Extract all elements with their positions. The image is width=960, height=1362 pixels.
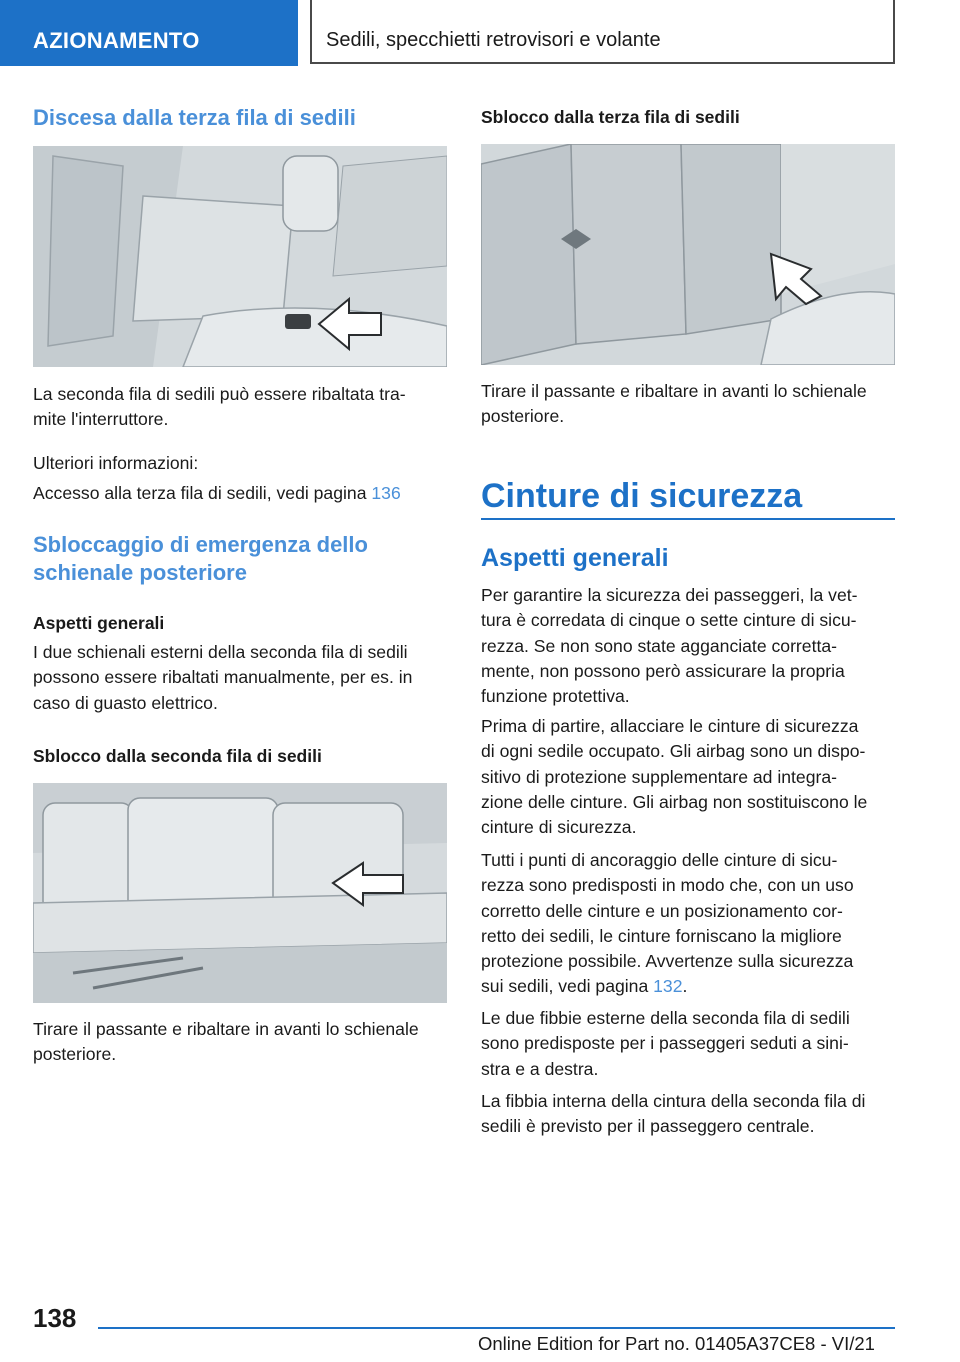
third-row-seat-illustration	[481, 144, 895, 365]
paragraph-belts-5: La fibbia interna della cintura della seconda fila di sedili è previsto per il passeggero centrale.	[481, 1091, 866, 1137]
seat-switch-illustration	[33, 146, 447, 367]
page-link-132[interactable]: 132	[653, 976, 683, 997]
paragraph-belts-2: Prima di partire, allacciare le cinture di sicurezza di ogni sedile occupato. Gli airbag sono un dispo- sitivo di protezione supplementare ad integra- zione delle cinture. Gli airbag non sostituiscono le cinture di sicurezza.	[481, 716, 868, 838]
paragraph-second-row: Tirare il passante e ribaltare in avanti lo schienale posteriore.	[33, 1019, 419, 1065]
figure-third-row	[481, 144, 895, 365]
heading-emergency-release: Sbloccaggio di emergenza dello schienale posteriore	[33, 532, 368, 585]
heading-seat-belts: Cinture di sicurezza	[481, 477, 803, 515]
paragraph-belts-1: Per garantire la sicurezza dei passeggeri, la vet- tura è corredata di cinque o sette cinture di sicu- rezza. Se non sono state agganciate corretta- mente, non possono però assicurare la propria funzione protettiva.	[481, 585, 858, 707]
more-info-line	[33, 481, 447, 506]
paragraph-belts-3	[481, 848, 895, 1000]
subheading-third-row: Sblocco dalla terza fila di sedili	[481, 107, 740, 127]
heading-rule	[481, 518, 895, 520]
subheading-second-row: Sblocco dalla seconda fila di sedili	[33, 746, 322, 766]
figure-second-row	[33, 783, 447, 1003]
second-row-seat-illustration	[33, 783, 447, 1003]
heading-exit-third-row: Discesa dalla terza fila di sedili	[33, 105, 356, 130]
more-info-label: Ulteriori informazioni:	[33, 453, 199, 473]
paragraph-belts-4: Le due fibbie esterne della seconda fila di sedili sono predisposte per i passeggeri seduti a sini- stra e a destra.	[481, 1008, 850, 1079]
paragraph-third-row: Tirare il passante e ribaltare in avanti lo schienale posteriore.	[481, 381, 867, 427]
page-number: 138	[33, 1303, 77, 1333]
paragraph-general-left: I due schienali esterni della seconda fila di sedili possono essere ribaltati manualmente, per es. in caso di guasto elettrico.	[33, 642, 413, 713]
para3-text: Tutti i punti di ancoraggio delle cinture di sicu- rezza sono predisposti in modo che, con un uso corretto delle cinture e un posizionamento cor- retto dei sedili, le cinture forniscano la migliore protezione possibile. Avvertenze sulla sicurezza sui sedili, vedi pagina	[481, 850, 854, 997]
section-tab: AZIONAMENTO	[0, 0, 298, 66]
para3-end: .	[682, 976, 688, 997]
page-link-136[interactable]: 136	[371, 483, 401, 503]
subheading-general-left: Aspetti generali	[33, 613, 165, 633]
footer-edition: Online Edition for Part no. 01405A37CE8 - VI/21	[478, 1333, 875, 1354]
chapter-title: Sedili, specchietti retrovisori e volante	[310, 0, 895, 64]
more-info-text: Accesso alla terza fila di sedili, vedi pagina	[33, 483, 372, 503]
heading-general-right: Aspetti generali	[481, 544, 669, 572]
paragraph-exit: La seconda fila di sedili può essere ribaltata tra- mite l'interruttore.	[33, 384, 406, 430]
figure-third-row-exit	[33, 146, 447, 367]
footer-rule	[98, 1327, 895, 1329]
